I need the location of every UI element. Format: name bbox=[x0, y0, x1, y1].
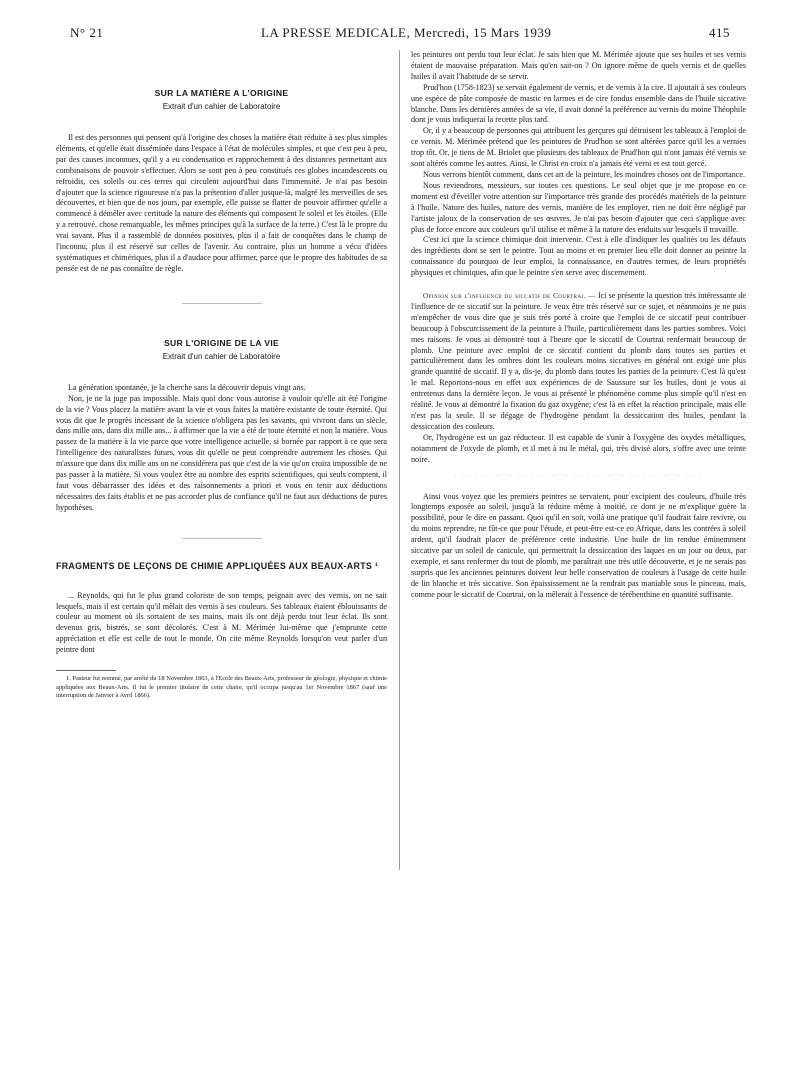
paragraph: Non, je ne la juge pas impossible. Mais quoi donc vous autorise à vouloir qu'elle ait été l'origine de la vie ? Vous placez la matière avant la vie et vous faites la matière existante de toute éternité. Qui vous dit que le progrès incessant de la science n'obligera pas les savants, qui vivront dans un siècle, dans mille ans, dans dix mille ans... à affirmer que la vie a été de toute éternité et non la matière. Vous passez de la matière à la vie parce que votre intelligence actuelle, si bornée par rapport à ce que sera l'intelligence des naturalistes futurs, vous dit qu'elle ne peut comprendre autrement les choses. Qui m'assure que dans dix mille ans on ne considérera pas que c'est de la vie qu'on croira impossible de ne pas passer à la matière. Si vous voulez être au nombre des esprits scientifiques, qui seuls comptent, il faut vous débarrasser des idées et des raisonnements a priori et vous en tenir aux déductions nécessaires des faits établis et ne pas accorder plus de confiance qu'il ne faut aux déductions de pures hypothèses. bbox=[56, 393, 387, 512]
section-title-fragments: FRAGMENTS DE LEÇONS DE CHIMIE APPLIQUÉES AUX BEAUX-ARTS ¹ bbox=[56, 560, 379, 571]
section-subtitle-vie: Extrait d'un cahier de Laboratoire bbox=[162, 351, 281, 361]
paragraph: C'est ici que la science chimique doit intervenir. C'est à elle d'indiquer les qualités ou les défauts des ingrédients dont se sert le peintre. Tout au moins et en premier lieu elle doit donner au peintre la connaissance du pourquoi de leur emploi, la connaissance, en d'autres termes, de leurs propriétés physiques et chimiques, afin que le peintre s'en serve avec discernement. bbox=[411, 235, 746, 278]
section-subtitle-matiere: Extrait d'un cahier de Laboratoire bbox=[162, 102, 281, 111]
section-title-vie: SUR L'ORIGINE DE LA VIE bbox=[163, 337, 280, 348]
paragraph: Or, il y a beaucoup de personnes qui attribuent les gerçures qui détruisent les tableaux à l'emploi de ce vernis. M. Mérimée prétend que les peintures de Prud'hon se sont altérées parce qu'il les a vernies trop tôt. Or, je tiens de M. Briolet que plusieurs des tableaux de Prud'hon qui n'ont jamais été vernis se sont altérés comme les autres. Ainsi, le Christ en croix n'a jamais été verni et est tout gercé. bbox=[411, 126, 746, 169]
paragraph-body: Ici se présente la question très intéressante de l'influence de ce siccatif sur la peinture. Je veux être très réservé sur ce sujet, et néanmoins je ne puis m'empêcher de vous dire que je suis très porté à croire que l'emploi de ce siccatif peut contribuer beaucoup à l'obscurcissement de la peinture à l'huile, particulièrement dans les parties sombres. Voici mes raisons. Je vous ai démontré tout à l'heure que le siccatif de Courtrai renfermait beaucoup de plomb. Une peinture avec emploi de ce siccatif contient du plomb dans toutes ses parties et particulièrement dans les ombres dont les couleurs moins siccatives en général ont exigé une plus grande quantité de siccatif. Il y a, dis-je, du plomb dans toutes les parties de la peinture. C'est là qu'est le mal. Reportons-nous en effet aux expériences de de Saussure sur les huiles, dont je vous ai entretenus dans la dernière leçon. Je vous ai présenté le phénomène comme plus simple qu'il n'est en réalité. Je vous ai démontré la fixation du gaz oxygène; c'est là en effet la réaction principale, mais elle n'est pas la seule. Il se dégage de l'hydrogène pendant la dessiccation des huiles, pendant la dessiccation des couleurs. bbox=[411, 291, 747, 431]
paragraph-siccatif bbox=[411, 291, 746, 433]
paragraph: Nous reviendrons, messieurs, sur toutes ces questions. Le seul objet que je me propose en ce moment est d'éveiller votre attention sur l'importance très grande des procédés matériels de la peinture à l'huile. Nature des huiles, nature des vernis, manière de les employer, rien ne doit être négligé par l'artiste jaloux de la conservation de ses œuvres. Je n'ai pas besoin d'ajouter que ceci s'applique avec plus de force encore aux couleurs qu'il utilise et même à la nature des enduits sur lesquels il travaille. bbox=[411, 180, 746, 234]
page-header bbox=[70, 22, 730, 44]
column-divider bbox=[399, 50, 400, 870]
paragraph: ... Reynolds, qui fut le plus grand coloriste de son temps, peignait avec des vernis, on ne sait lesquels, mais il est certain qu'il mêlait des vernis à ses couleurs. Ses tableaux étaient éblouissants de couleur au moment où ils sortaient de ses mains, mais ils ont déjà perdu tout leur éclat. Ils sont devenus gris, bistrés, se sont décolorés. C'est à M. Mérimée lui-même que j'emprunte cette appréciation et elle est celle de tout le monde. On cite même Reynolds lorsqu'on veut parler d'un peintre dont bbox=[56, 590, 387, 655]
paragraph: les peintures ont perdu tout leur éclat. Je sais bien que M. Mérimée ajoute que ses huiles et ses vernis étaient de mauvaise préparation. Mais qu'en sait-on ? On ignore même de quels vernis et de quelles huiles il avait l'habitude de se servir. bbox=[411, 50, 746, 81]
footnote: 1. Pasteur fut nommé, par arrêté du 18 Novembre 1863, à l'Ecole des Beaux-Arts, professeur de géologie, physique et chimie appliquées aux Beaux-Arts. Il fut le premier titulaire de cette chaire, qu'il occupa jusqu'au 1er Novembre 1867 (sauf une interruption de Janvier à Avril 1866). bbox=[56, 675, 387, 699]
paragraph-intro: Opinion sur l'influence du siccatif de Courtrai. — bbox=[423, 292, 596, 301]
paragraph: Prud'hon (1758-1823) se servait également de vernis, et de vernis à la cire. Il ajoutait à ses couleurs une espèce de pâte composée de mastic en larmes et de cire fondus ensemble dans de l'huile siccative blanche. Dans les dernières années de sa vie, il avait donné la préférence au vernis du moine Théophile dont je vous indiquerai la recette plus tard. bbox=[411, 82, 746, 125]
section-title-matiere: SUR LA MATIÈRE A L'ORIGINE bbox=[154, 88, 289, 98]
paragraph: Nous verrons bientôt comment, dans cet art de la peinture, les moindres choses ont de l'importance. bbox=[423, 169, 745, 179]
page-number: 415 bbox=[709, 25, 730, 40]
issue-number: N° 21 bbox=[70, 25, 104, 40]
paragraph: Or, l'hydrogène est un gaz réducteur. Il est capable de s'unir à l'oxygène des oxydes métalliques, notamment de l'oxyde de plomb, et il met à nu le métal, qui, très divisé alors, s'offre avec une teinte noire. bbox=[411, 432, 746, 464]
journal-title: LA PRESSE MEDICALE, Mercredi, 15 Mars 1939 bbox=[260, 25, 552, 40]
footnote-rule bbox=[56, 670, 116, 671]
paragraph: Ainsi vous voyez que les premiers peintres se servaient, pour excipient des couleurs, d'huile très longtemps exposée au soleil, jusqu'à la réduire même à moitié, ce dont je ne m'explique guère la possibilité, pour le dire en passant. Quoi qu'il en soit, voilà une pratique qu'il faudrait faire revivre, ou du moins reprendre, ne fût-ce que pour l'étude, et peut-être est-ce en Afrique, dans les contrées à soleil ardent, qu'il faudrait placer de préférence cette industrie. Une huile de lin rendue éminemment siccative par un soleil de canicule, qui permettrait la dessiccation des laques en un jour ou deux, par exemple, et sans renfermer du tout de plomb, me paraîtrait une très utile découverte, et je ne serais pas surpris que les anciennes peintures doivent leur belle conservation de couleurs à l'usage de cette huile de lin blanche et très siccative. Son épaississement ne la rendrait pas maniable sous le pinceau, mais, comme pour le siccatif de Courtrai, on la mêlerait à l'essence de térébenthine en quantité suffisante. bbox=[411, 491, 746, 599]
left-column bbox=[56, 50, 387, 700]
paragraph: La génération spontanée, je la cherche sans la découvrir depuis vingt ans. bbox=[68, 382, 306, 392]
paragraph: Il est des personnes qui pensent qu'à l'origine des choses la matière était réduite à ses plus simples éléments, et qu'elle était disséminée dans l'espace à l'état de molécules simples, et que c'est peu à peu, par des causes inconnues, qu'il y a eu condensation et rapprochement à des distances permettant aux combinaisons de pouvoir s'effectuer. Alors se sont peu à peu constitués ces globes incandescents ou refroidis, ces soleils ou ces terres qui circulent aujourd'hui dans l'immensité. Je n'ai pas besoin d'ajouter que la science rigoureuse n'a pas la prétention d'aller jusque-là, malgré les merveilles de ses découvertes, et bien que de nos jours, par exemple, elle puisse se flatter de pouvoir affirmer qu'elle a commencé à démêler avec certitude la nature des éléments qui composent le soleil et les étoiles. (Elle y a retrouvé, chose remarquable, les mêmes principes qu'à la surface de la terre.) C'est là le propre du vrai savant. Plus il a rassemblé de données positives, plus il a fait de conquêtes dans le champ de l'inconnu, plus il est réservé sur celles de l'avenir. Au contraire, plus un homme a vécu d'idées systématiques et chimériques, plus il a d'audace pour affirmer, parce que le propre des habitudes de sa pensée est de ne pas connaître de règle. bbox=[56, 133, 387, 273]
right-column bbox=[411, 50, 746, 601]
dotted-separator: . . . . . . . . . . . . . . . . . . . . . . . . . . . . . . . . . . . . bbox=[454, 471, 703, 478]
